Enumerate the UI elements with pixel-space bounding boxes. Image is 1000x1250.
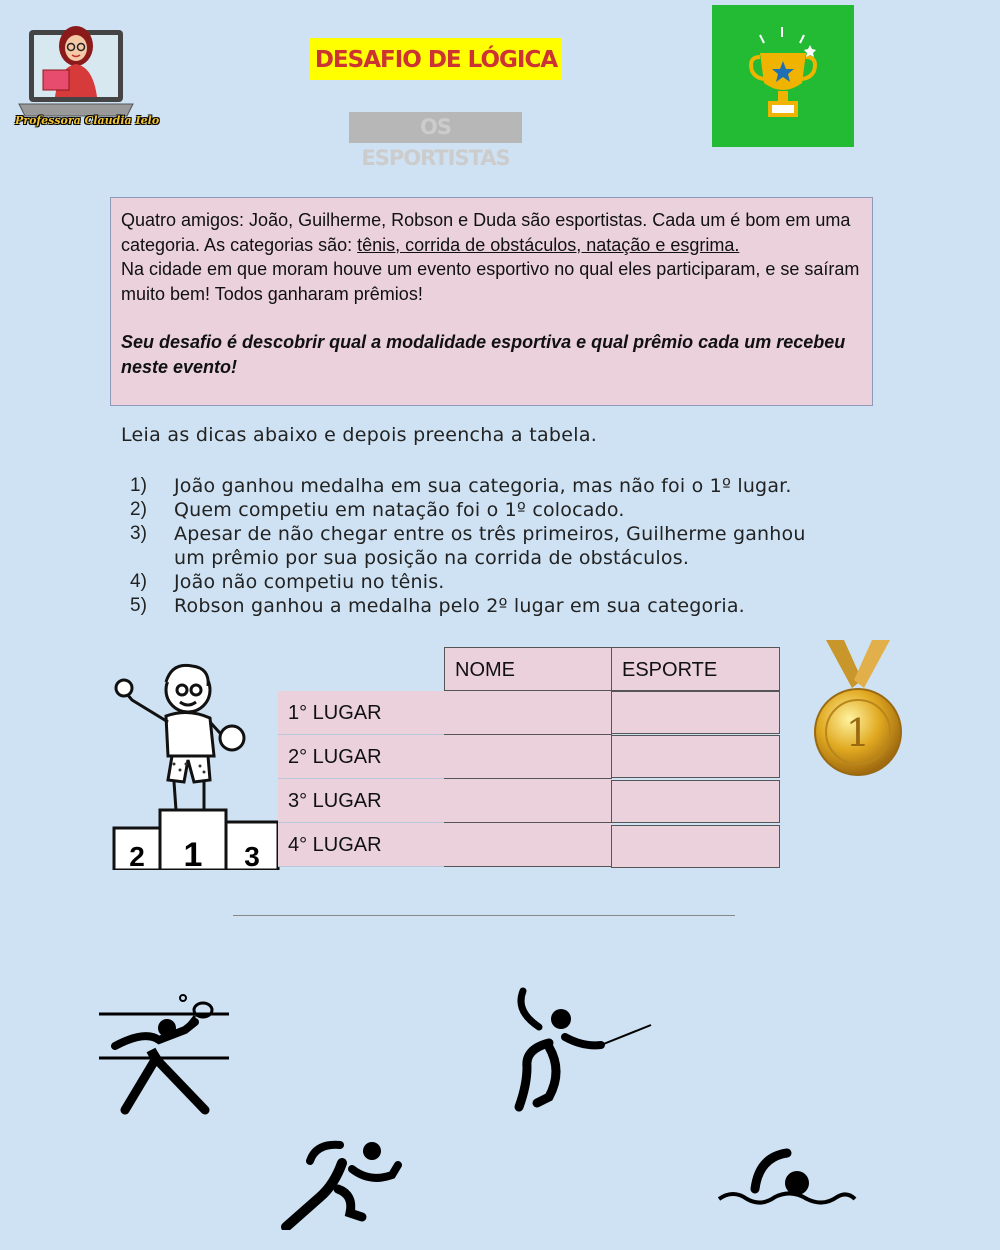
- intro-categories: tênis, corrida de obstáculos, natação e esgrima.: [357, 234, 740, 255]
- clue-text: João não competiu no tênis.: [174, 571, 445, 593]
- name-cell-4[interactable]: [444, 823, 612, 867]
- sport-cell-2[interactable]: [611, 735, 780, 778]
- clue-text: Quem competiu em natação foi o 1º colocado.: [174, 499, 625, 521]
- clue-number: 5): [130, 595, 147, 616]
- intro-text: Quatro amigos: João, Guilherme, Robson e Duda são esportistas. Cada um é bom em uma categoria. As categorias são:: [121, 210, 851, 255]
- clue-number: 1): [130, 475, 147, 496]
- clue-number: 2): [130, 499, 147, 520]
- swimming-pictogram: [715, 1145, 860, 1210]
- clue-list: [130, 474, 890, 618]
- clue-text: João ganhou medalha em sua categoria, mas não foi o 1º lugar.: [174, 475, 792, 497]
- instruction-text: Leia as dicas abaixo e depois preencha a tabela.: [121, 424, 598, 446]
- row-label-1: 1° LUGAR: [278, 691, 444, 735]
- clue-item: [130, 594, 890, 618]
- row-label-4: 4° LUGAR: [278, 823, 444, 867]
- clue-number: 4): [130, 571, 147, 592]
- header-nome: NOME: [444, 647, 612, 691]
- swimming-icon: [715, 1145, 860, 1210]
- page-subtitle: OS ESPORTISTAS: [349, 112, 522, 143]
- intro-paragraph: [121, 208, 862, 257]
- running-pictogram: [280, 1135, 405, 1230]
- name-cell-3[interactable]: [444, 779, 612, 823]
- clue-item: [130, 570, 890, 594]
- podium-number-second: 2: [129, 841, 145, 870]
- clue-item: [130, 522, 890, 570]
- sport-cell-3[interactable]: [611, 780, 780, 823]
- laptop-avatar-icon: [15, 12, 160, 127]
- teacher-logo: [15, 12, 160, 127]
- row-label-2: 2° LUGAR: [278, 735, 444, 779]
- header-esporte: ESPORTE: [611, 647, 780, 691]
- clue-text: Robson ganhou a medalha pelo 2º lugar em sua categoria.: [174, 595, 745, 617]
- gold-medal-icon: [812, 638, 904, 778]
- podium-illustration: [110, 660, 280, 870]
- fencing-icon: [505, 985, 655, 1115]
- sport-cell-4[interactable]: [611, 825, 780, 868]
- clue-number: 3): [130, 523, 147, 544]
- intro-challenge: Seu desafio é descobrir qual a modalidade esportiva e qual prêmio cada um recebeu neste evento!: [121, 332, 846, 377]
- tennis-icon: [95, 990, 235, 1115]
- page-title: DESAFIO DE LÓGICA: [310, 38, 562, 80]
- podium-boy-icon: [110, 660, 280, 870]
- gold-medal: [812, 638, 904, 778]
- trophy-icon: [712, 5, 854, 147]
- clue-text: Apesar de não chegar entre os três primeiros, Guilherme ganhou um prêmio por sua posição na corrida de obstáculos.: [174, 523, 806, 569]
- name-cell-1[interactable]: [444, 691, 612, 735]
- clue-item: [130, 474, 890, 498]
- divider-line: [233, 915, 735, 916]
- podium-number-first: 1: [183, 836, 203, 870]
- podium-number-third: 3: [244, 841, 260, 870]
- clue-item: [130, 498, 890, 522]
- trophy-badge: [712, 5, 854, 147]
- tennis-pictogram: [95, 990, 235, 1115]
- running-icon: [280, 1135, 405, 1230]
- row-label-3: 3° LUGAR: [278, 779, 444, 823]
- intro-box: [110, 197, 873, 406]
- logo-caption: Professora Claudia Ielo: [15, 114, 160, 127]
- fencing-pictogram: [505, 985, 655, 1115]
- name-cell-2[interactable]: [444, 735, 612, 779]
- intro-event: Na cidade em que moram houve um evento esportivo no qual eles participaram, e se saíram muito bem! Todos ganharam prêmios!: [121, 259, 860, 304]
- medal-number: 1: [845, 711, 871, 755]
- sport-cell-1[interactable]: [611, 691, 780, 734]
